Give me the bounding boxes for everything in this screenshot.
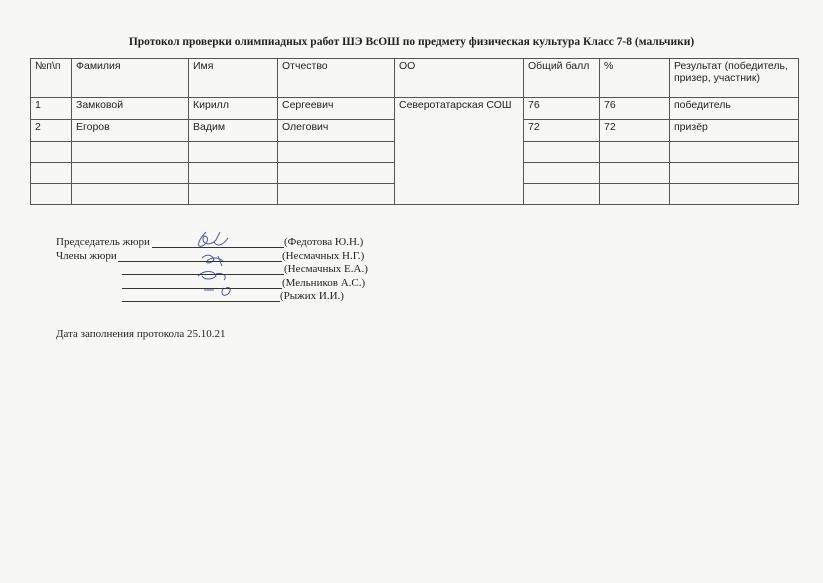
chair-label: Председатель жюри <box>56 236 150 248</box>
member-name: (Мельников А.С.) <box>282 276 366 289</box>
cell-result: победитель <box>670 98 799 120</box>
cell-name: Вадим <box>189 120 278 142</box>
cell-num: 1 <box>31 98 72 120</box>
member-name: (Несмачных Н.Г.) <box>282 249 365 262</box>
cell-name: Кирилл <box>189 98 278 120</box>
fill-date: Дата заполнения протокола 25.10.21 <box>56 328 226 340</box>
signature-line <box>122 301 280 302</box>
page-title: Протокол проверки олимпиадных работ ШЭ ВсОШ по предмету физическая культура Класс 7-8 (мальчики) <box>128 36 695 48</box>
signature-line <box>118 261 282 262</box>
header-patronymic: Отчество <box>278 59 395 98</box>
member-name: (Рыжих И.И.) <box>280 290 344 302</box>
cell-patronymic: Сергеевич <box>278 98 395 120</box>
cell-surname: Замковой <box>72 98 189 120</box>
cell-surname: Егоров <box>72 120 189 142</box>
header-surname: Фамилия <box>72 59 189 98</box>
jury-chair-line <box>56 236 476 250</box>
signature-line <box>122 274 284 275</box>
cell-num: 2 <box>31 120 72 142</box>
cell-patronymic: Олегович <box>278 120 395 142</box>
results-table <box>30 58 799 205</box>
header-num: №п\п <box>31 59 72 98</box>
jury-member-line <box>56 277 476 291</box>
members-label: Члены жюри <box>56 249 117 262</box>
table-row <box>31 98 799 120</box>
chair-name: (Федотова Ю.Н.) <box>284 236 364 248</box>
jury-signatures <box>56 236 476 304</box>
jury-member-line <box>56 250 476 264</box>
header-name: Имя <box>189 59 278 98</box>
jury-member-line <box>56 290 476 304</box>
cell-result: призёр <box>670 120 799 142</box>
cell-score: 76 <box>524 98 600 120</box>
cell-percent: 72 <box>600 120 670 142</box>
header-school: ОО <box>395 59 524 98</box>
header-percent: % <box>600 59 670 98</box>
signature-line <box>152 247 284 248</box>
signature-line <box>122 288 282 289</box>
header-result: Результат (победитель, призер, участник) <box>670 59 799 98</box>
cell-school: Северотатарская СОШ <box>395 98 524 205</box>
cell-score: 72 <box>524 120 600 142</box>
table-header-row <box>31 59 799 98</box>
cell-percent: 76 <box>600 98 670 120</box>
member-name: (Несмачных Е.А.) <box>284 263 368 275</box>
header-score: Общий балл <box>524 59 600 98</box>
jury-member-line <box>56 263 476 277</box>
